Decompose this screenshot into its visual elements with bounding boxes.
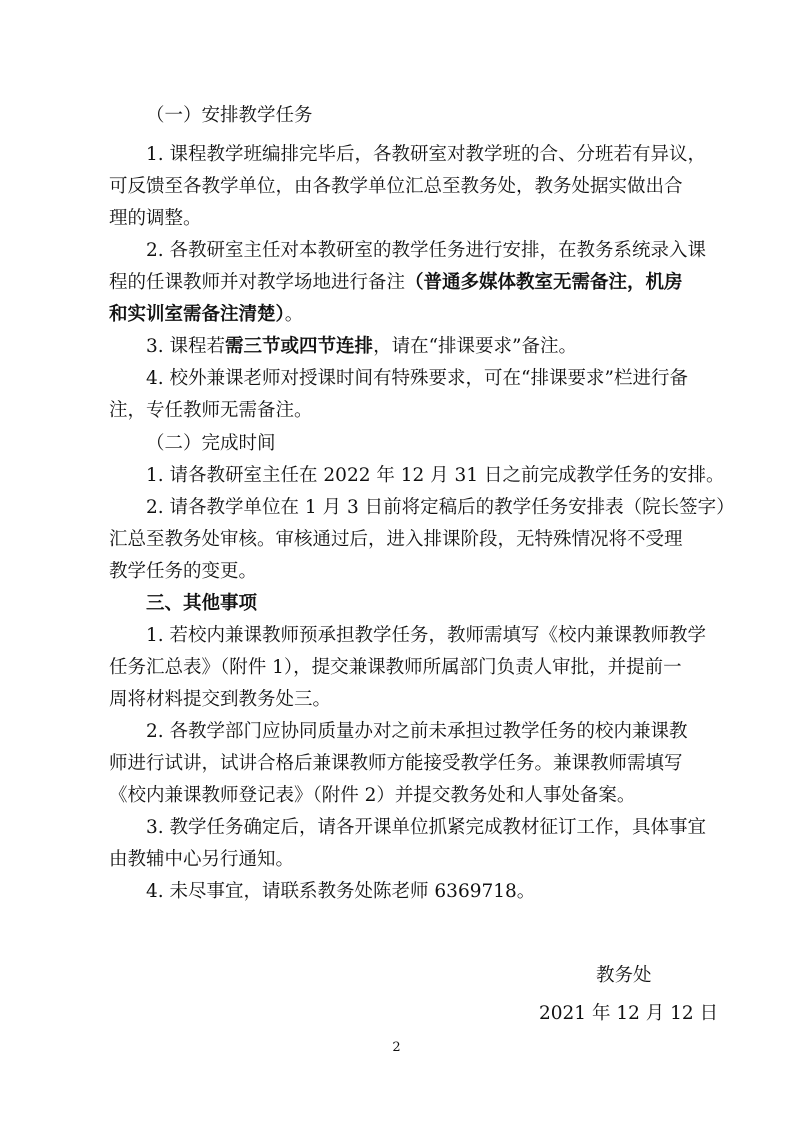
paragraph-line: 1. 课程教学班编排完毕后，各教研室对教学班的合、分班若有异议，: [146, 144, 707, 165]
paragraph-line: 注，专任教师无需备注。: [109, 400, 313, 421]
paragraph-line: [146, 335, 577, 359]
paragraph-line: 理的调整。: [109, 208, 202, 229]
paragraph-line: 1. 若校内兼课教师预承担教学任务，教师需填写《校内兼课教师教学: [146, 625, 707, 646]
paragraph-text: 。: [284, 304, 304, 325]
paragraph-line: 4. 未尽事宜，请联系教务处陈老师 6369718。: [146, 881, 536, 902]
paragraph-text: 程的任课教师并对教学场地进行备注: [109, 272, 406, 293]
emphasized-text: 和实训室需备注清楚）: [109, 304, 285, 325]
paragraph-line: 任务汇总表》（附件 1），提交兼课教师所属部门负责人审批，并提前一: [109, 657, 682, 678]
paragraph-line: 2. 请各教学单位在 1 月 3 日前将定稿后的教学任务安排表（院长签字）: [146, 497, 735, 518]
paragraph-text: ，请在“排课要求”备注。: [373, 336, 577, 357]
paragraph-text: 3. 课程若: [146, 336, 226, 357]
signature-date: 2021 年 12 月 12 日: [539, 1003, 719, 1024]
signature-organization: 教务处: [596, 965, 652, 986]
paragraph-line: [109, 303, 303, 327]
paragraph-line: [109, 271, 683, 295]
paragraph-line: 可反馈至各教学单位，由各教学单位汇总至教务处，教务处据实做出合: [109, 176, 683, 197]
paragraph-line: 《校内兼课教师登记表》（附件 2）并提交教务处和人事处备案。: [109, 785, 636, 806]
paragraph-line: 师进行试讲，试讲合格后兼课教师方能接受教学任务。兼课教师需填写: [109, 753, 683, 774]
subheading-arrange-tasks: （一）安排教学任务: [146, 105, 313, 126]
paragraph-line: 4. 校外兼课老师对授课时间有特殊要求，可在“排课要求”栏进行备: [146, 368, 688, 389]
subheading-completion-time: （二）完成时间: [146, 433, 276, 454]
paragraph-line: 周将材料提交到教务处三。: [109, 689, 332, 710]
paragraph-line: 2. 各教学部门应协同质量办对之前未承担过教学任务的校内兼课教: [146, 721, 688, 742]
page-number: 2: [392, 1040, 401, 1055]
emphasized-text: 需三节或四节连排: [225, 336, 374, 357]
paragraph-line: 由教辅中心另行通知。: [109, 849, 295, 870]
section-heading-other-matters: 三、其他事项: [146, 593, 258, 614]
paragraph-line: 1. 请各教研室主任在 2022 年 12 月 31 日之前完成教学任务的安排。: [146, 465, 725, 486]
paragraph-line: 2. 各教研室主任对本教研室的教学任务进行安排，在教务系统录入课: [146, 240, 707, 261]
emphasized-text: （普通多媒体教室无需备注，机房: [405, 272, 683, 293]
paragraph-line: 教学任务的变更。: [109, 561, 258, 582]
paragraph-line: 3. 教学任务确定后，请各开课单位抓紧完成教材征订工作，具体事宜: [146, 817, 707, 838]
paragraph-line: 汇总至教务处审核。审核通过后，进入排课阶段，无特殊情况将不受理: [109, 529, 683, 550]
